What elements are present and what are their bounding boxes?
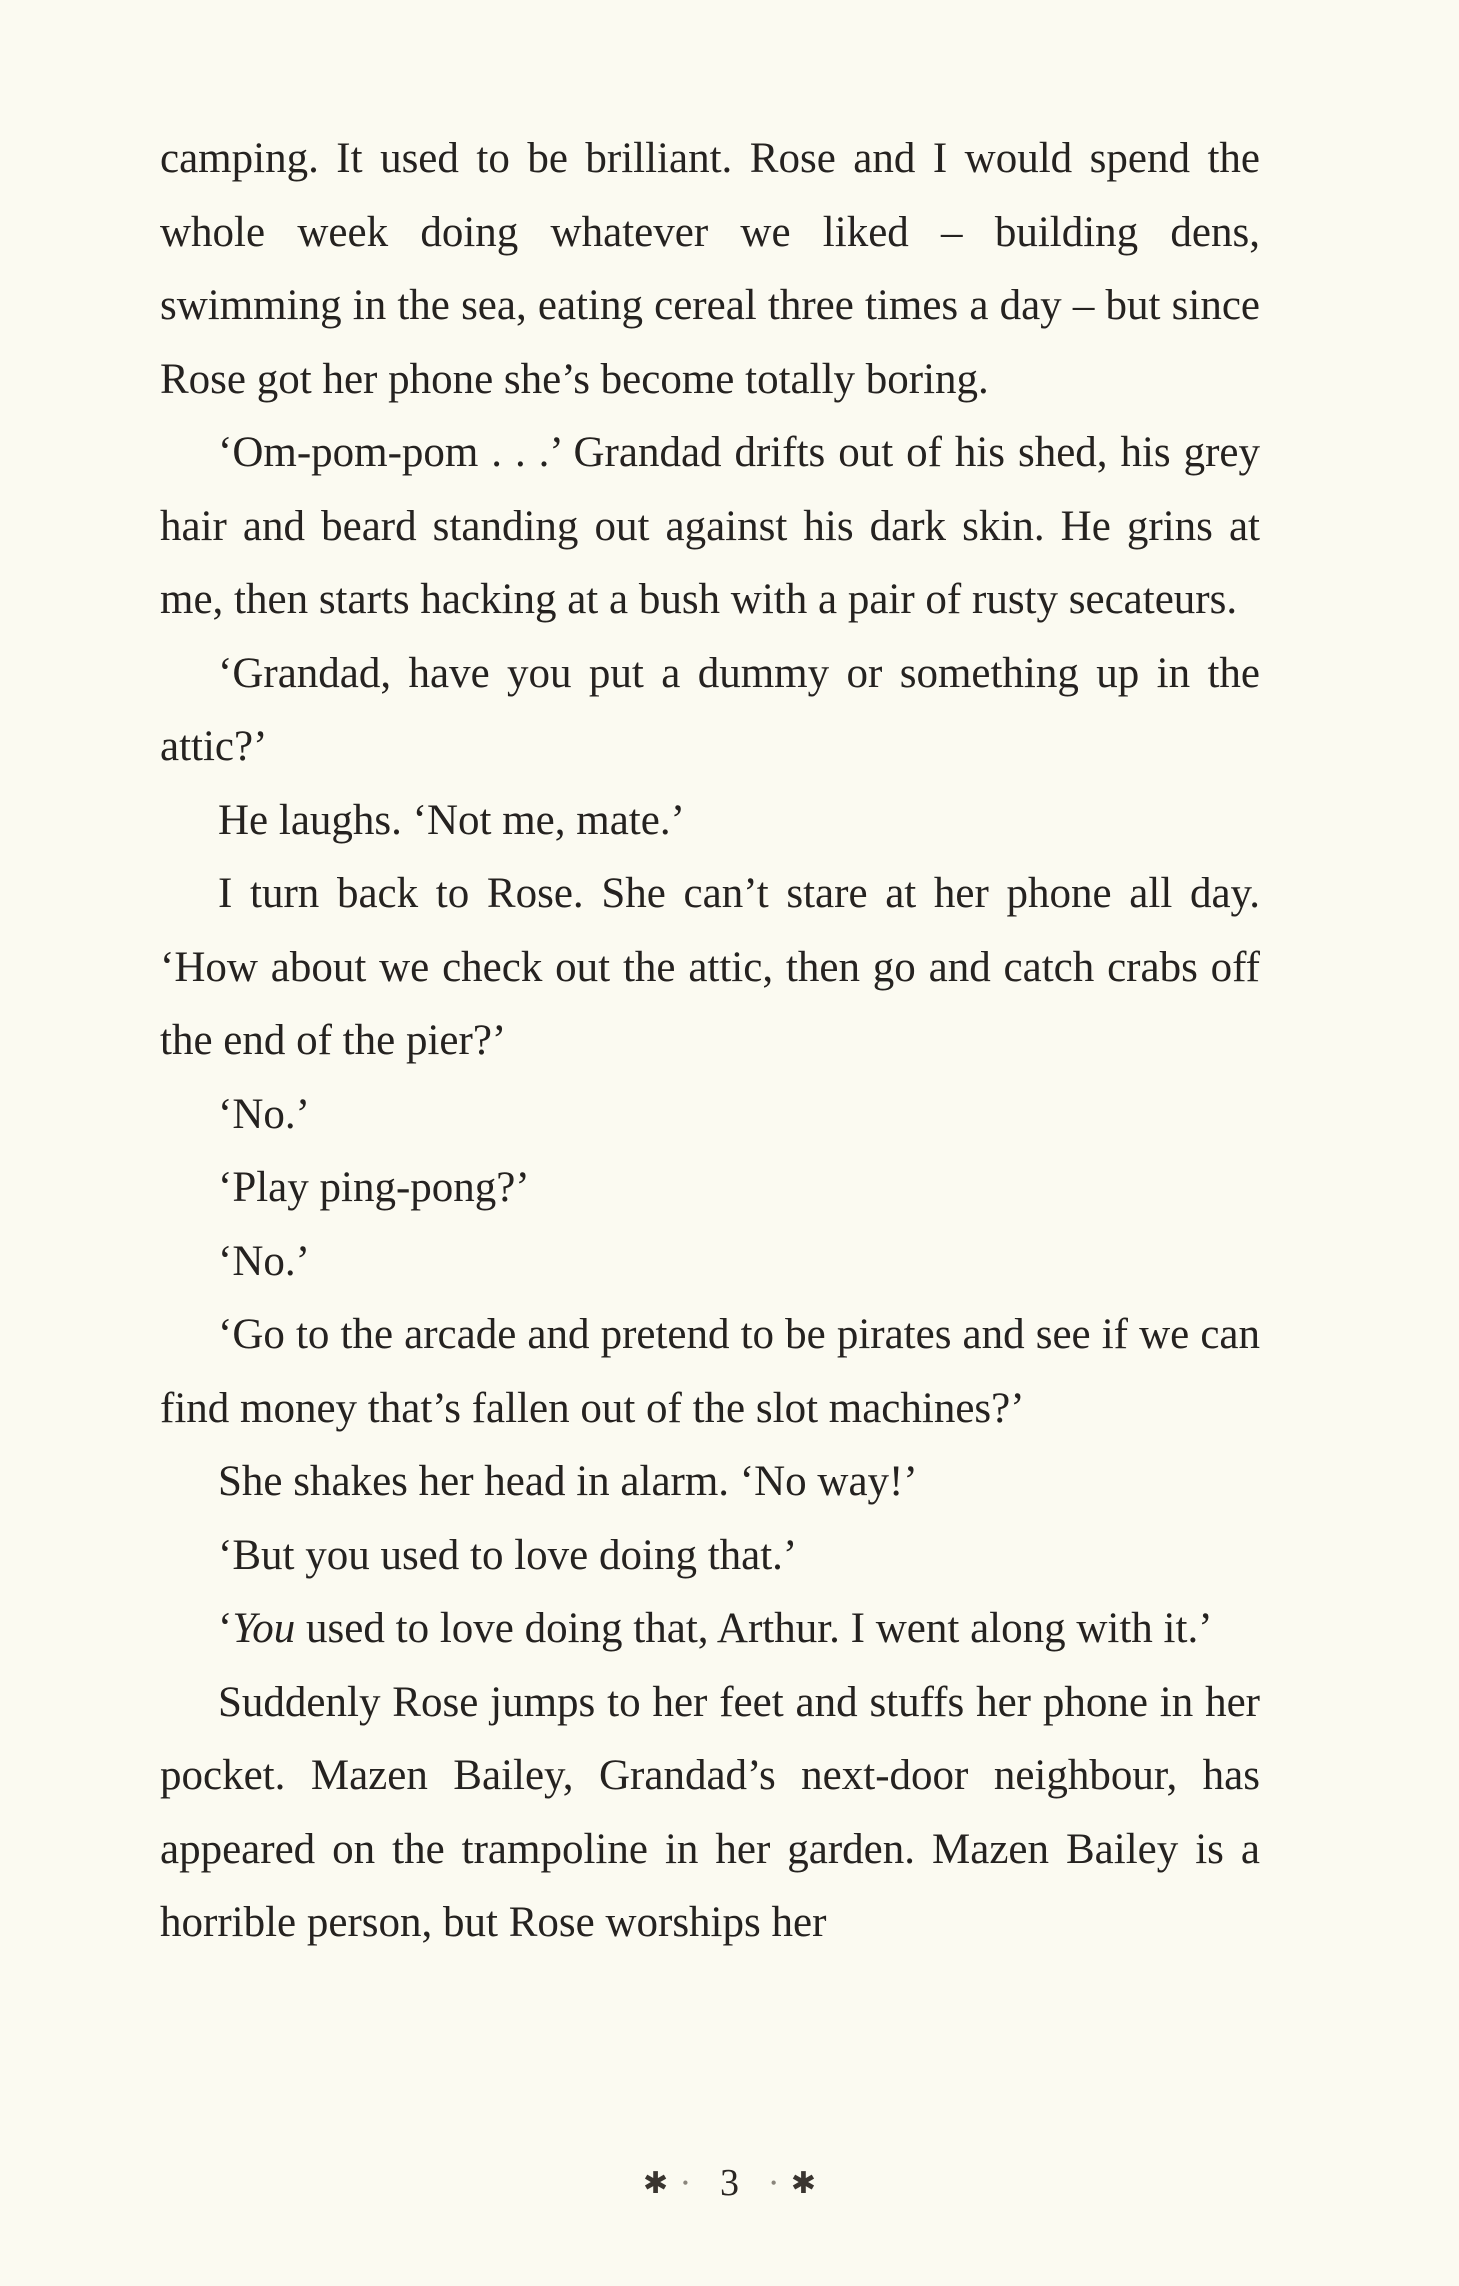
page-number: 3 bbox=[720, 2162, 739, 2205]
open-quote: ‘ bbox=[218, 1605, 233, 1652]
paragraph-12 bbox=[160, 1592, 1260, 1666]
paragraph-13: Suddenly Rose jumps to her feet and stuffs her phone in her pocket. Mazen Bailey, Grandad’s next-door neighbour, has appeared on the trampoline in her garden. Mazen Bailey is a horrible person, but Rose worships her bbox=[160, 1678, 1260, 1946]
paragraph-6: ‘No.’ bbox=[218, 1090, 310, 1138]
emphasis-you: You bbox=[232, 1605, 296, 1652]
paragraph-12-rest: used to love doing that, Arthur. I went along with it.’ bbox=[295, 1605, 1213, 1652]
paragraph-4: He laughs. ‘Not me, mate.’ bbox=[218, 796, 685, 844]
paragraph-8: ‘No.’ bbox=[218, 1237, 310, 1285]
paragraph-11: ‘But you used to love doing that.’ bbox=[218, 1531, 798, 1579]
body-text bbox=[160, 122, 1260, 1960]
folio-ornament-right-icon: ✱ bbox=[790, 2166, 816, 2200]
folio-dot-left-icon: • bbox=[682, 2172, 689, 2193]
paragraph-10: She shakes her head in alarm. ‘No way!’ bbox=[218, 1458, 918, 1505]
paragraph-5: I turn back to Rose. She can’t stare at her phone all day. ‘How about we check out the attic, then go and catch crabs off the end of the pier?’ bbox=[160, 870, 1260, 1064]
paragraph-9: ‘Go to the arcade and pretend to be pirates and see if we can find money that’s fallen out of the slot machines?’ bbox=[160, 1311, 1260, 1432]
page-folio bbox=[0, 2158, 1459, 2205]
paragraph-1: camping. It used to be brilliant. Rose and I would spend the whole week doing whatever we liked – building dens, swimming in the sea, eating cereal three times a day – but since Rose got her phone she’s become totally boring. bbox=[160, 135, 1260, 403]
folio-ornament-left-icon: ✱ bbox=[643, 2166, 669, 2200]
paragraph-2: ‘Om-pom-pom . . .’ Grandad drifts out of his shed, his grey hair and beard standing out against his dark skin. He grins at me, then starts hacking at a bush with a pair of rusty secateurs. bbox=[160, 429, 1260, 623]
folio-dot-right-icon: • bbox=[770, 2172, 777, 2193]
paragraph-7: ‘Play ping-pong?’ bbox=[218, 1164, 530, 1211]
paragraph-3: ‘Grandad, have you put a dummy or something up in the attic?’ bbox=[160, 649, 1260, 770]
